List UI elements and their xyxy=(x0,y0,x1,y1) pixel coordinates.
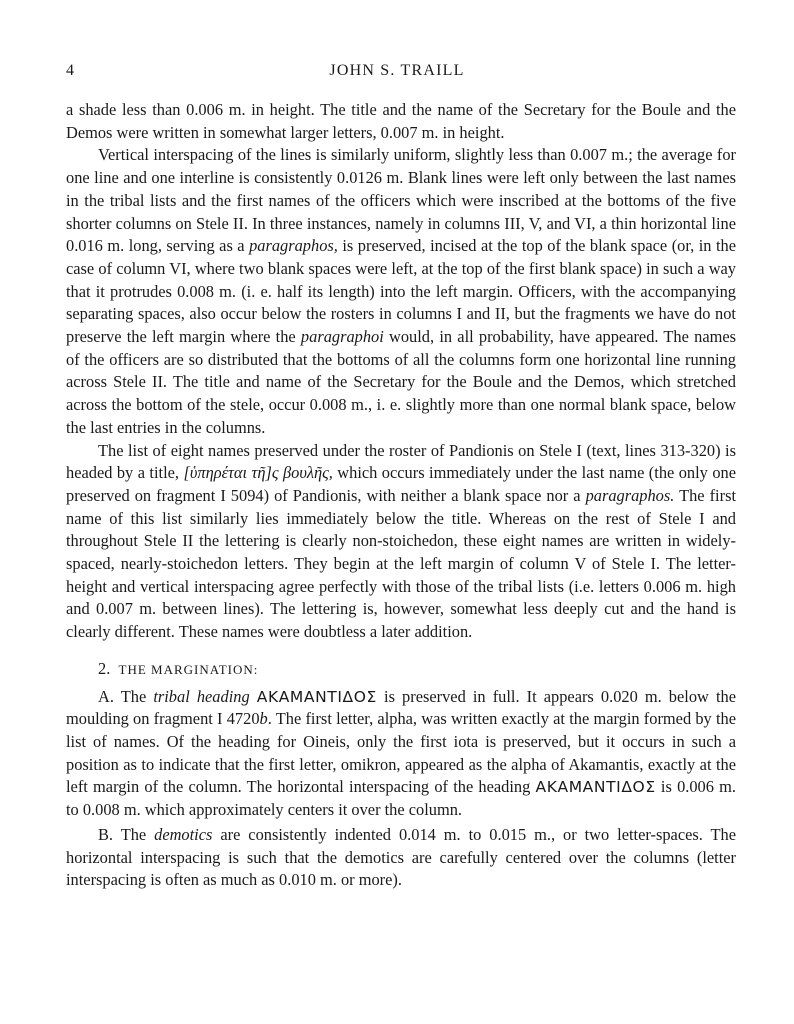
p2-text-a: Vertical interspacing of the lines is similarly uniform, slightly less than 0.007 m.; the average for one line and one interline is consistently 0.0126 m. Blank lines were left only between the last names in the tribal lists and the first names of the officers which were inscribed at the bottoms of the five shorter columns on Stele II. In three instances, namely in columns III, V, and VI, a thin horizontal line 0.016 m. long, serving as a xyxy=(66,145,736,256)
pB-italic-demotics: demotics xyxy=(154,824,213,844)
spacer xyxy=(66,644,736,658)
p1-text: a shade less than 0.006 m. in height. The title and the name of the Secretary for the Boule and the Demos were written in somewhat larger letters, 0.007 m. in height. xyxy=(66,100,736,142)
paragraph-B xyxy=(66,824,736,892)
paragraph-vertical-interspacing xyxy=(66,144,736,439)
p3-greek-title: [ὑπηρέται τῆ]ς βουλῆς, xyxy=(183,463,333,483)
p2-text-c: would, in all probability, have appeared. The names of the officers are so distributed that the bottoms of all the columns form one horizontal line running across Stele II. The title and name of the Secretary for the Boule and the Demos, which stretched across the bottom of the stele, occur 0.008 m., i. e. slightly more than one normal blank space, below the last entries in the columns. xyxy=(66,327,737,437)
section-title: THE MARGINATION: xyxy=(118,661,259,677)
pA-text-a: is preserved in full. It appears 0.020 m. below the moulding on fragment I 4720 xyxy=(66,686,736,729)
p2-text-b: is preserved, incised at the top of the blank space (or, in the case of column VI, where two blank spaces were left, at the top of the first blank space) in such a way that it protrudes 0.008 m. (i. e. half its length) into the left margin. Officers, with the accompanying separating spaces, also occur below the rosters in columns I and II, but the fragments we have do not preserve the left margin where the xyxy=(66,236,736,347)
paragraph-continued xyxy=(66,99,736,144)
pB-pre: The xyxy=(113,824,155,844)
pA-italic-b: b xyxy=(259,709,268,729)
running-head: JOHN S. TRAILL xyxy=(329,62,465,79)
pA-text-c: is 0.006 m. to 0.008 m. which approximately centers it over the column. xyxy=(66,777,737,820)
p3-text-b: which occurs immediately under the last name (the only one preserved on fragment I 5094) of Pandionis, with neither a blank space nor a xyxy=(66,463,736,505)
page-number: 4 xyxy=(66,62,75,79)
p2-italic-paragraphos: paragraphos, xyxy=(249,236,338,256)
pA-greek-heading-2: ΑΚΑΜΑΝΤΙΔΟΣ xyxy=(535,778,656,797)
pA-italic-tribal-heading: tribal heading xyxy=(153,686,250,706)
body-text xyxy=(66,99,736,892)
p3-text-a: The list of eight names preserved under the roster of Pandionis on Stele I (text, lines 313-320) is headed by a title, xyxy=(66,440,736,483)
p3-italic-paragraphos: paragraphos. xyxy=(585,485,675,505)
pB-text-a: are consistently indented 0.014 m. to 0.015 m., or two letter-spaces. The horizontal interspacing is such that the demotics are carefully centered over the columns (letter interspacing is often as much as 0.010 m. or more). xyxy=(66,824,736,890)
pA-label: A. xyxy=(98,686,114,706)
paragraph-pandionis xyxy=(66,440,736,644)
p3-text-c: The first name of this list similarly lies immediately below the title. Whereas on the rest of Stele I and throughout Stele II the lettering is clearly non-stoichedon, these eight names are written in widely-spaced, nearly-stoichedon letters. They begin at the left margin of column V of Stele I. The letter-height and vertical interspacing agree perfectly with those of the tribal lists (i.e. letters 0.006 m. high and 0.007 m. between lines). The lettering is, however, somewhat less deeply cut and the hand is clearly different. These names were doubtless a later addition. xyxy=(66,485,736,642)
pA-pre: The xyxy=(113,686,154,706)
pB-label: B. xyxy=(98,824,114,844)
p2-italic-paragraphoi: paragraphoi xyxy=(300,327,384,347)
pA-greek-heading-1: ΑΚΑΜΑΝΤΙΔΟΣ xyxy=(256,687,377,706)
page-header xyxy=(66,62,728,86)
section-heading xyxy=(66,658,736,682)
paragraph-A xyxy=(66,686,736,822)
pA-text-b: . The first letter, alpha, was written exactly at the margin formed by the list of names. Of the heading for Oineis, only the first iota is preserved, but it occurs in such a position as to indicate that the first letter, omikron, appeared as the alpha of Akamantis, exactly at the left margin of the column. The horizontal interspacing of the heading xyxy=(66,709,736,797)
section-number: 2. xyxy=(98,658,111,678)
